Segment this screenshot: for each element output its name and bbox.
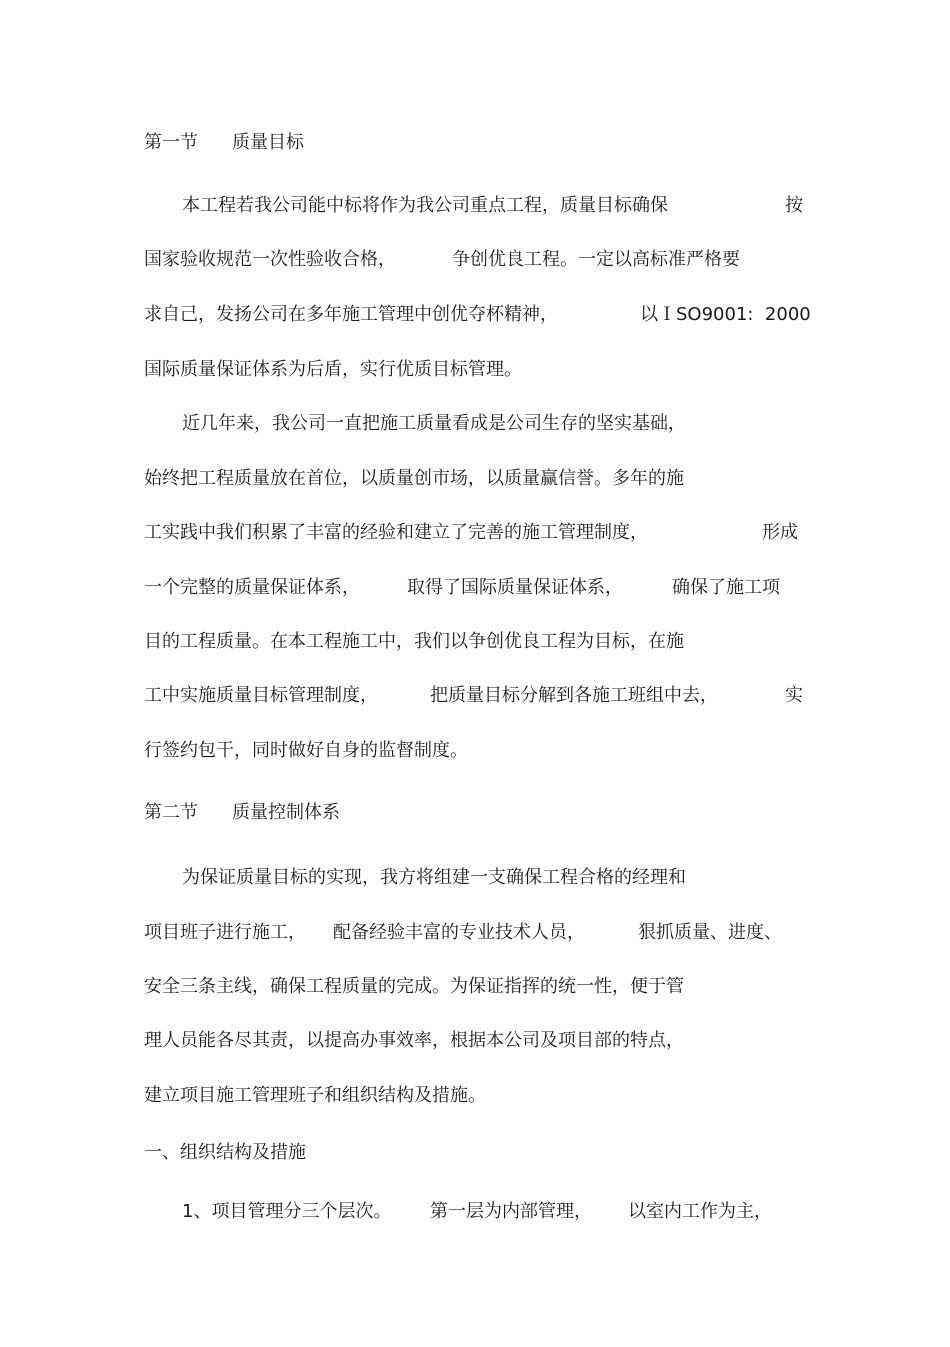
text-segment: 实 <box>785 685 803 706</box>
section-title: 质量控制体系 <box>232 802 340 823</box>
text-segment: 理人员能各尽其责，以提高办事效率，根据本公司及项目部的特点， <box>144 1030 684 1051</box>
section-number: 第一节 <box>144 132 198 153</box>
text-segment: 工中实施质量目标管理制度， <box>144 685 378 706</box>
section-heading-2 <box>0 798 950 828</box>
text-segment: 以室内工作为主， <box>628 1201 772 1222</box>
section-heading-1 <box>0 128 950 158</box>
text-segment: 取得了国际质量保证体系， <box>407 577 623 598</box>
text-line <box>0 573 950 603</box>
text-segment: 目的工程质量。在本工程施工中，我们以争创优良工程为目标，在施 <box>144 631 684 652</box>
text-segment: 狠抓质量、进度、 <box>638 922 782 943</box>
text-segment: 建立项目施工管理班子和组织结构及措施。 <box>144 1085 486 1106</box>
text-line <box>0 972 950 1002</box>
text-line <box>0 681 950 711</box>
text-line <box>0 627 950 657</box>
text-line <box>0 245 950 275</box>
section-number: 第二节 <box>144 802 198 823</box>
text-segment: 按 <box>785 195 803 216</box>
text-line <box>0 1026 950 1056</box>
text-segment: 第一层为内部管理， <box>430 1201 592 1222</box>
text-segment: 以ＩSO9001: 2000 <box>640 304 811 325</box>
text-line <box>0 918 950 948</box>
subsection-title: 一、组织结构及措施 <box>144 1142 306 1163</box>
text-segment: 1、项目管理分三个层次。 <box>182 1201 392 1222</box>
text-segment: 一个完整的质量保证体系， <box>144 577 360 598</box>
text-segment: 争创优良工程。一定以高标准严格要 <box>452 249 740 270</box>
text-segment: 为保证质量目标的实现，我方将组建一支确保工程合格的经理和 <box>182 867 686 888</box>
text-segment: 项目班子进行施工， <box>144 922 306 943</box>
text-line <box>0 300 950 330</box>
text-segment: 安全三条主线，确保工程质量的完成。为保证指挥的统一性，便于管 <box>144 976 684 997</box>
text-line <box>0 464 950 494</box>
text-segment: 近几年来，我公司一直把施工质量看成是公司生存的坚实基础， <box>182 413 686 434</box>
subsection-heading <box>0 1138 950 1168</box>
text-segment: 本工程若我公司能中标将作为我公司重点工程，质量目标确保 <box>182 195 668 216</box>
text-segment: 行签约包干，同时做好自身的监督制度。 <box>144 740 468 761</box>
text-line <box>0 191 950 221</box>
text-line <box>0 1081 950 1111</box>
text-segment: 形成 <box>762 522 798 543</box>
section-title: 质量目标 <box>232 132 304 153</box>
text-line <box>0 1197 950 1227</box>
text-line <box>0 518 950 548</box>
text-line <box>0 863 950 893</box>
text-segment: 工实践中我们积累了丰富的经验和建立了完善的施工管理制度， <box>144 522 648 543</box>
text-segment: 始终把工程质量放在首位，以质量创市场，以质量赢信誉。多年的施 <box>144 468 684 489</box>
text-segment: 确保了施工项 <box>672 577 780 598</box>
text-segment: 配备经验丰富的专业技术人员， <box>333 922 585 943</box>
text-segment: 把质量目标分解到各施工班组中去， <box>430 685 718 706</box>
text-line <box>0 409 950 439</box>
text-segment: 国际质量保证体系为后盾，实行优质目标管理。 <box>144 359 522 380</box>
text-line <box>0 355 950 385</box>
text-segment: 国家验收规范一次性验收合格， <box>144 249 396 270</box>
text-segment: 求自己，发扬公司在多年施工管理中创优夺杯精神， <box>144 304 558 325</box>
text-line <box>0 736 950 766</box>
